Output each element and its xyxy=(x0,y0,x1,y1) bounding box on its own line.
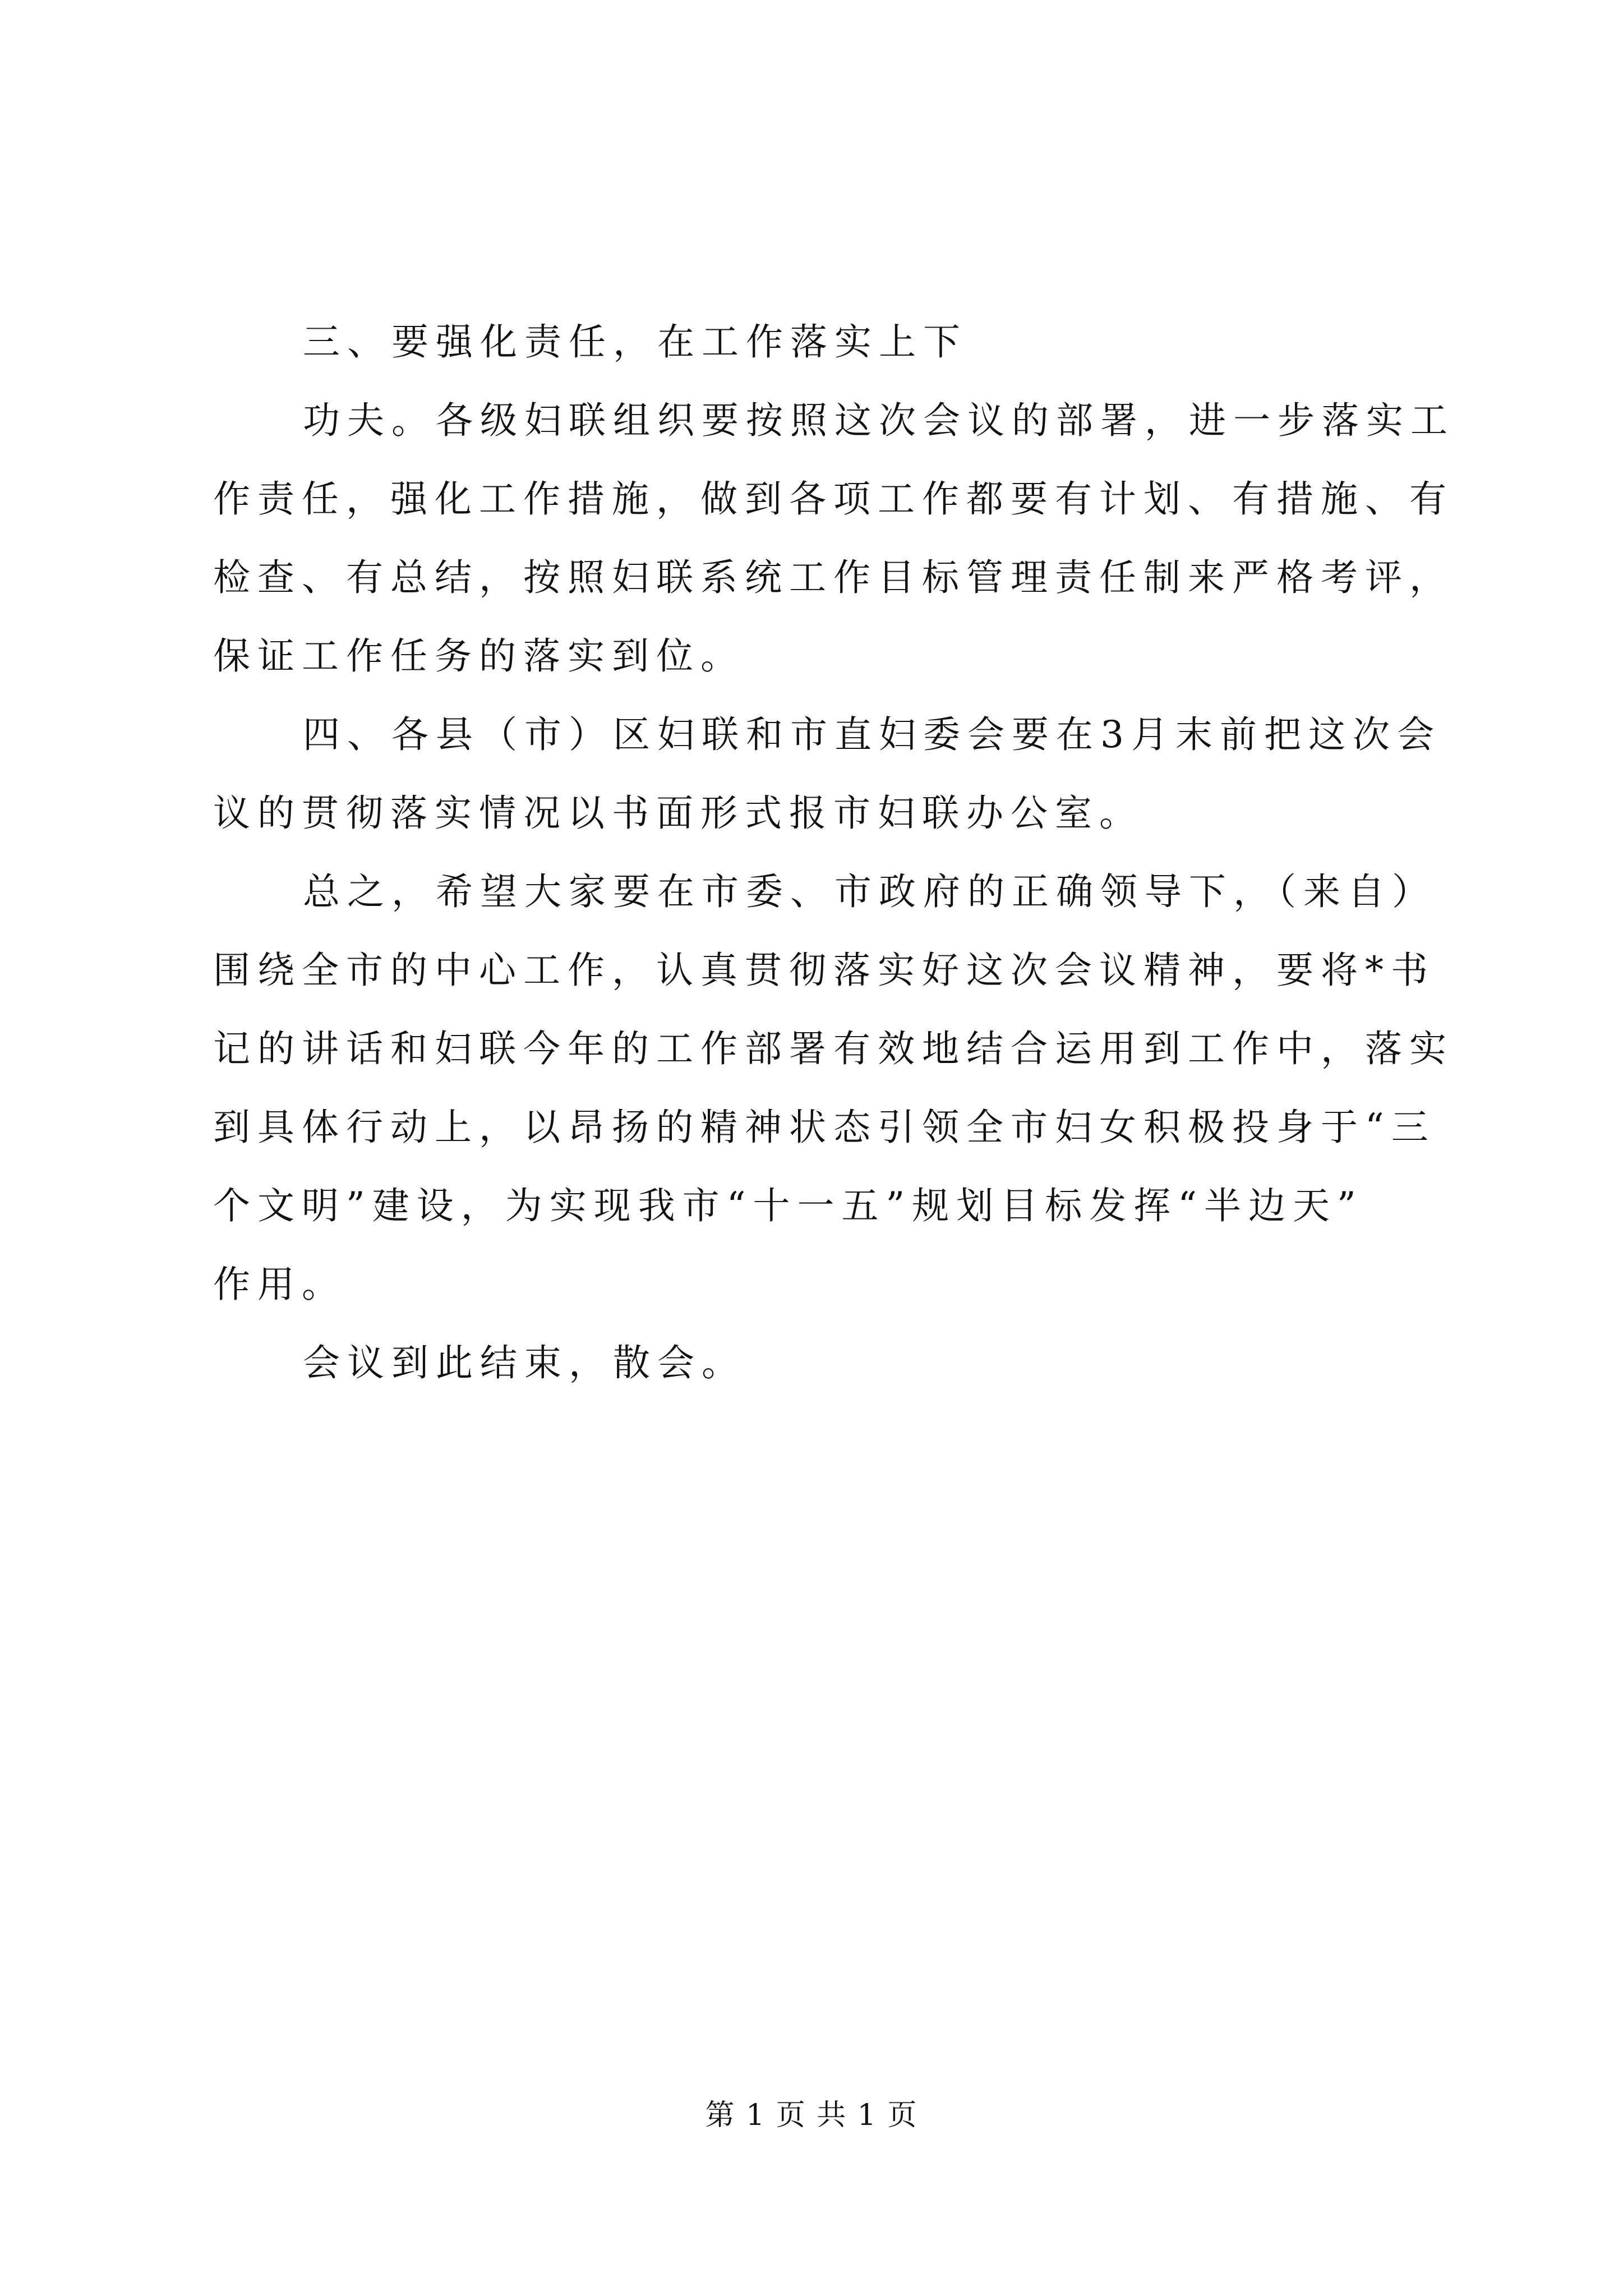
paragraph-three-line-1: 功夫。各级妇联组织要按照这次会议的部署，进一步落实工 xyxy=(303,399,1455,442)
paragraph-four-line-2: 议的贯彻落实情况以书面形式报市妇联办公室。 xyxy=(213,792,1144,835)
paragraph-summary-line-4: 到具体行动上，以昂扬的精神状态引领全市妇女积极投身于“三 xyxy=(213,1106,1436,1149)
paragraph-heading-three: 三、要强化责任，在工作落实上下 xyxy=(303,320,967,364)
paragraph-three-line-2: 作责任，强化工作措施，做到各项工作都要有计划、有措施、有 xyxy=(213,477,1454,521)
paragraph-summary-line-5: 个文明”建设，为实现我市“十一五”规划目标发挥“半边天” xyxy=(213,1184,1363,1227)
paragraph-three-line-3: 检查、有总结，按照妇联系统工作目标管理责任制来严格考评， xyxy=(213,556,1454,599)
paragraph-summary-line-1: 总之，希望大家要在市委、市政府的正确领导下，（来自） xyxy=(303,870,1436,913)
paragraph-summary-line-3: 记的讲话和妇联今年的工作部署有效地结合运用到工作中，落实 xyxy=(213,1027,1454,1070)
paragraph-summary-line-2: 围绕全市的中心工作，认真贯彻落实好这次会议精神，要将*书 xyxy=(213,949,1435,992)
paragraph-three-line-4: 保证工作任务的落实到位。 xyxy=(213,634,745,678)
paragraph-four-line-1: 四、各县（市）区妇联和市直妇委会要在3月末前把这次会 xyxy=(303,713,1441,756)
paragraph-closing: 会议到此结束，散会。 xyxy=(303,1341,746,1384)
page-number-footer: 第 1 页 共 1 页 xyxy=(705,2099,918,2132)
paragraph-summary-line-6: 作用。 xyxy=(213,1263,346,1306)
